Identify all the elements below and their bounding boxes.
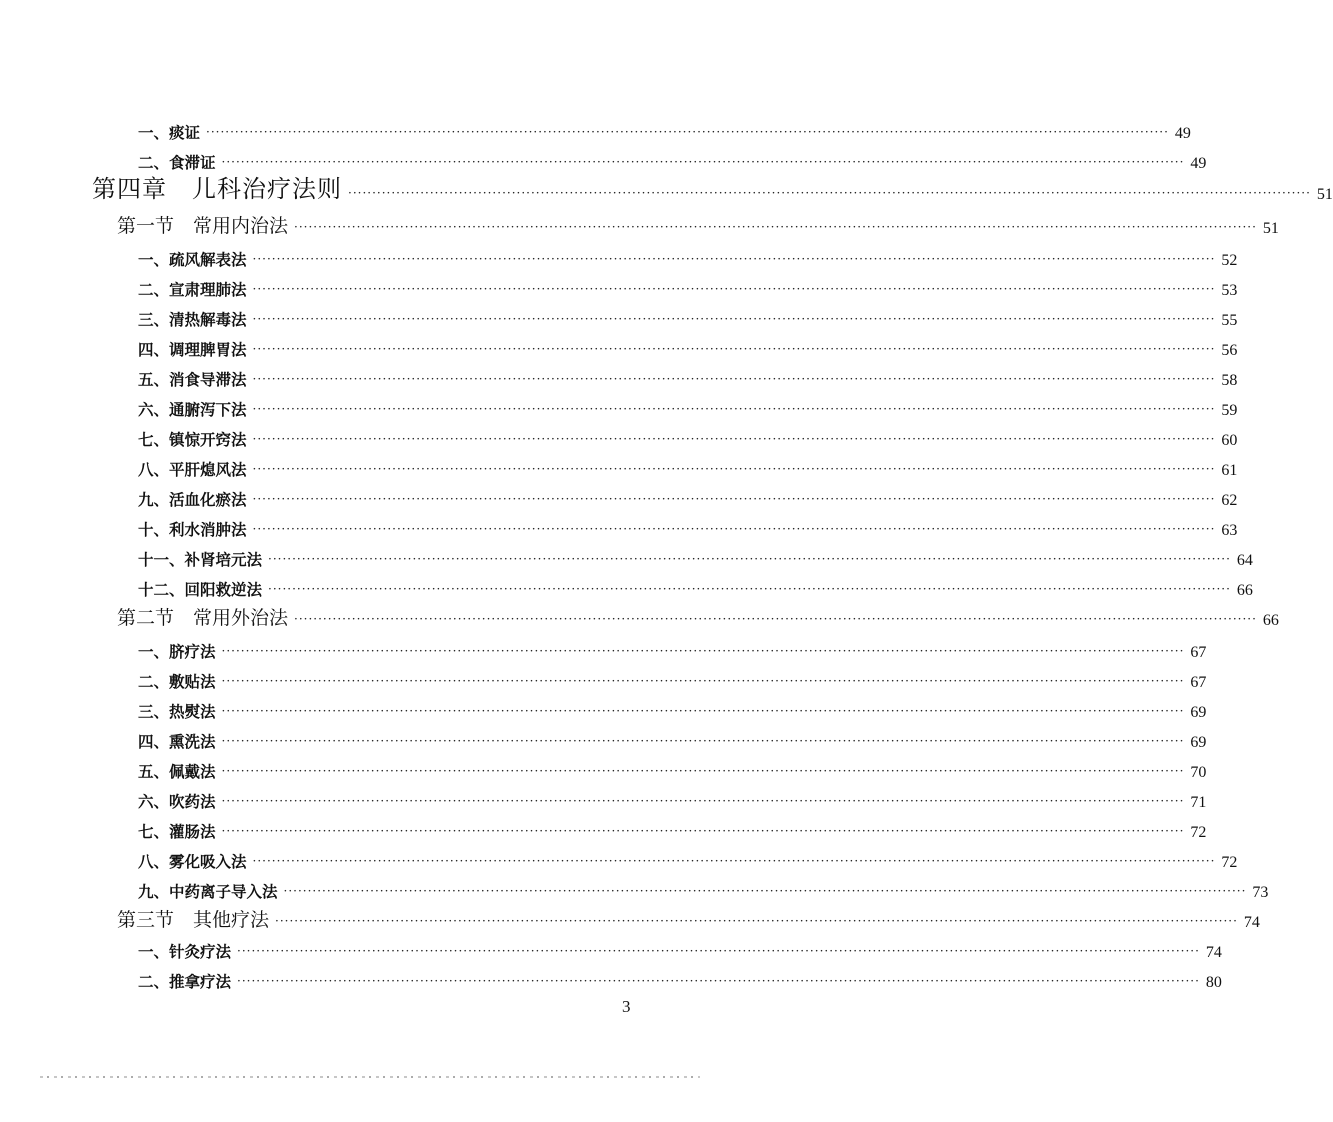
toc-entry-page: 69: [1190, 704, 1207, 721]
toc-entry-label: 一、针灸疗法: [138, 943, 232, 961]
toc-entry-label: 五、佩戴法: [138, 763, 216, 781]
toc-entry-page: 72: [1221, 854, 1238, 871]
dot-leader: ········································································································································································································: [252, 282, 1216, 296]
toc-entry-page: 70: [1190, 764, 1207, 781]
dot-leader: ········································································································································································································: [252, 522, 1216, 536]
toc-entry-label: 四、熏洗法: [138, 733, 216, 751]
toc-entry-label: 六、吹药法: [138, 793, 216, 811]
dot-leader: ········································································································································································································: [252, 252, 1216, 266]
toc-entry-label: 九、活血化瘀法: [138, 491, 247, 509]
toc-item: [138, 874, 1269, 902]
toc-section: [117, 904, 1260, 932]
toc-entry-page: 64: [1236, 552, 1253, 569]
toc-entry-page: 63: [1221, 522, 1238, 539]
dot-leader: ········································································································································································································: [206, 125, 1169, 139]
toc-item: [138, 572, 1253, 600]
toc-entry-label: 二、敷贴法: [138, 673, 216, 691]
toc-entry-label: 二、食滞证: [138, 154, 216, 172]
toc-item: [138, 392, 1238, 420]
dot-leader: ········································································································································································································: [252, 402, 1216, 416]
toc-entry-page: 69: [1190, 734, 1207, 751]
dot-leader: ········································································································································································································: [221, 824, 1185, 838]
toc-entry-page: 74: [1243, 914, 1260, 931]
toc-entry-page: 66: [1262, 612, 1279, 629]
toc-entry-page: 80: [1205, 974, 1222, 991]
toc-section: [117, 210, 1279, 238]
toc-entry-page: 67: [1190, 674, 1207, 691]
toc-entry-page: 49: [1190, 155, 1207, 172]
dot-leader: ········································································································································································································: [252, 854, 1216, 868]
toc-item: [138, 724, 1207, 752]
toc-item: [138, 694, 1207, 722]
toc-item: [138, 242, 1238, 270]
toc-entry-label: 二、宣肃理肺法: [138, 281, 247, 299]
toc-entry-label: 十二、回阳救逆法: [138, 581, 263, 599]
toc-entry-page: 51: [1316, 186, 1333, 203]
toc-item: [138, 452, 1238, 480]
toc-entry-label: 十、利水消肿法: [138, 521, 247, 539]
toc-item: [138, 362, 1238, 390]
toc-entry-page: 59: [1221, 402, 1238, 419]
toc-entry-page: 58: [1221, 372, 1238, 389]
dot-leader: ········································································································································································································: [221, 155, 1185, 169]
toc-item: [138, 814, 1207, 842]
toc-entry-label: 一、脐疗法: [138, 643, 216, 661]
toc-entry-page: 62: [1221, 492, 1238, 509]
page-number: 3: [622, 997, 631, 1016]
dot-leader: ········································································································································································································: [294, 220, 1257, 234]
toc-entry-page: 73: [1252, 884, 1269, 901]
toc-entry-label: 四、调理脾胃法: [138, 341, 247, 359]
dot-leader: ········································································································································································································: [283, 884, 1247, 898]
toc-entry-label: 二、推拿疗法: [138, 973, 232, 991]
toc-item: [138, 115, 1191, 143]
dot-leader: ········································································································································································································: [221, 644, 1185, 658]
toc-entry-label: 五、消食导滞法: [138, 371, 247, 389]
dot-leader: ········································································································································································································: [268, 552, 1231, 566]
toc-entry-label: 十一、补肾培元法: [138, 551, 263, 569]
toc-item: [138, 542, 1253, 570]
dot-leader: ········································································································································································································: [252, 372, 1216, 386]
dot-leader: ········································································································································································································: [252, 342, 1216, 356]
toc-item: [138, 512, 1238, 540]
dot-leader: ········································································································································································································: [294, 612, 1257, 626]
dot-leader: ········································································································································································································: [221, 794, 1185, 808]
dot-leader: ········································································································································································································: [221, 674, 1185, 688]
dot-leader: ········································································································································································································: [252, 312, 1216, 326]
toc-item: [138, 754, 1207, 782]
toc-item: [138, 482, 1238, 510]
toc-entry-page: 72: [1190, 824, 1207, 841]
toc-item: [138, 272, 1238, 300]
toc-entry-label: 九、中药离子导入法: [138, 883, 278, 901]
toc-entry-label: 第三节 其他疗法: [117, 909, 270, 931]
toc-entry-page: 55: [1221, 312, 1238, 329]
dot-leader: ········································································································································································································: [252, 432, 1216, 446]
toc-entry-page: 53: [1221, 282, 1238, 299]
toc-item: [138, 964, 1222, 992]
toc-entry-page: 51: [1262, 220, 1279, 237]
toc-entry-label: 第二节 常用外治法: [117, 607, 289, 629]
toc-entry-label: 六、通腑泻下法: [138, 401, 247, 419]
toc-entry-label: 八、雾化吸入法: [138, 853, 247, 871]
toc-item: [138, 784, 1207, 812]
dot-leader: ········································································································································································································: [237, 944, 1200, 958]
dot-leader: ········································································································································································································: [252, 462, 1216, 476]
toc-entry-label: 三、清热解毒法: [138, 311, 247, 329]
toc-item: [138, 634, 1207, 662]
toc-item: [138, 934, 1222, 962]
toc-entry-label: 三、热熨法: [138, 703, 216, 721]
dot-leader: ········································································································································································································: [221, 764, 1185, 778]
dot-leader: ········································································································································································································: [221, 734, 1185, 748]
toc-entry-label: 七、镇惊开窍法: [138, 431, 247, 449]
toc-entry-page: 52: [1221, 252, 1238, 269]
dot-leader: ········································································································································································································: [221, 704, 1185, 718]
toc-entry-page: 71: [1190, 794, 1207, 811]
toc-section: [117, 602, 1279, 630]
dot-leader: ········································································································································································································: [237, 974, 1200, 988]
toc-entry-page: 74: [1205, 944, 1222, 961]
toc-item: [138, 302, 1238, 330]
toc-entry-label: 第一节 常用内治法: [117, 215, 289, 237]
toc-entry-page: 60: [1221, 432, 1238, 449]
toc-entry-label: 八、平肝熄风法: [138, 461, 247, 479]
scan-edge-artifact: [40, 1076, 700, 1078]
dot-leader: ········································································································································································································: [268, 582, 1231, 596]
toc-entry-label: 第四章 儿科治疗法则: [92, 175, 342, 203]
dot-leader: ········································································································································································································: [348, 186, 1311, 200]
dot-leader: ········································································································································································································: [252, 492, 1216, 506]
toc-entry-label: 一、疏风解表法: [138, 251, 247, 269]
toc-entry-label: 七、灌肠法: [138, 823, 216, 841]
toc-entry-page: 61: [1221, 462, 1238, 479]
toc-item: [138, 664, 1207, 692]
toc-item: [138, 332, 1238, 360]
toc-item: [138, 844, 1238, 872]
toc-entry-page: 49: [1174, 125, 1191, 142]
toc-chapter: [92, 175, 1333, 204]
toc-entry-page: 56: [1221, 342, 1238, 359]
toc-entry-page: 66: [1236, 582, 1253, 599]
dot-leader: ········································································································································································································: [275, 914, 1238, 928]
toc-item: [138, 422, 1238, 450]
toc-entry-label: 一、痰证: [138, 124, 201, 142]
toc-entry-page: 67: [1190, 644, 1207, 661]
